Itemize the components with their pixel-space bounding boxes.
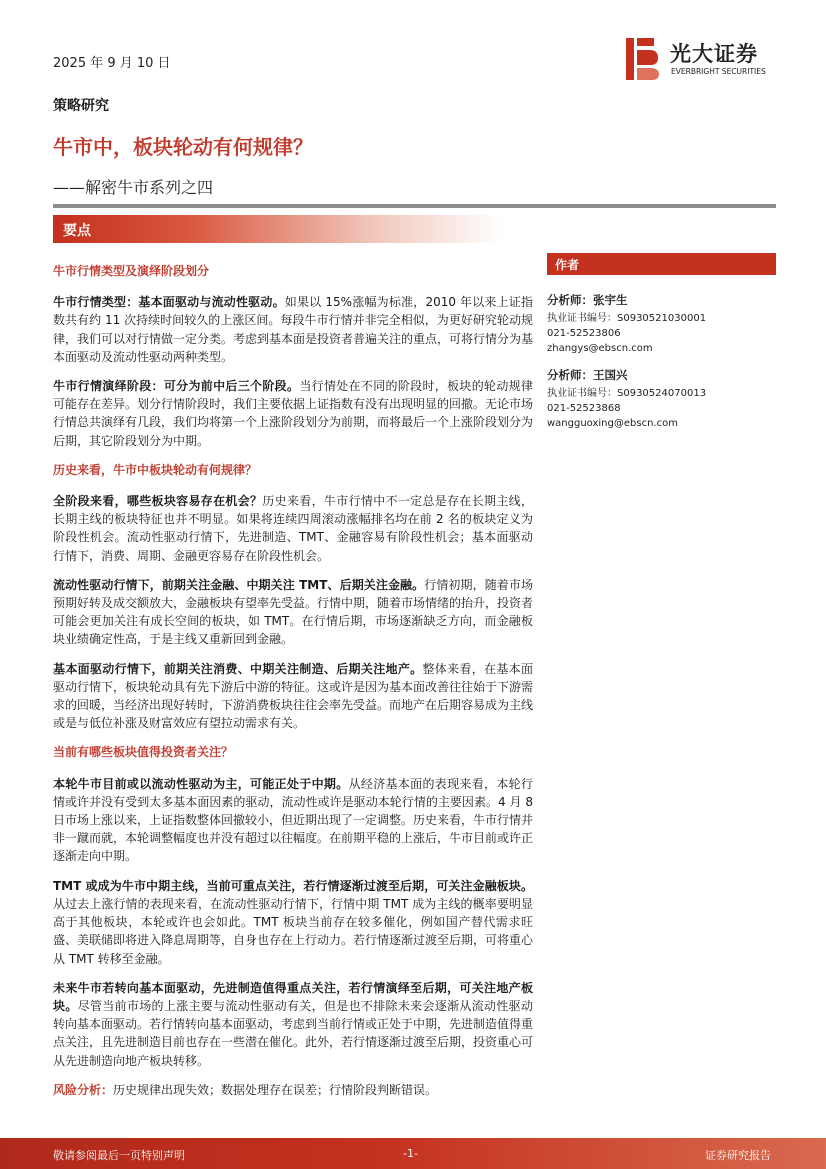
logo-chinese-name: 光大证券 bbox=[670, 42, 758, 66]
report-category: 策略研究 bbox=[53, 98, 109, 114]
author-phone: 021-52523868 bbox=[547, 403, 621, 414]
author-card bbox=[547, 368, 776, 431]
summary-paragraph bbox=[53, 660, 533, 733]
summary-paragraph bbox=[53, 377, 533, 450]
author-phone: 021-52523806 bbox=[547, 328, 621, 339]
report-date: 2025 年 9 月 10 日 bbox=[53, 56, 171, 71]
summary-paragraph bbox=[53, 979, 533, 1070]
author-card bbox=[547, 293, 776, 356]
paragraph-text: 历史来看，牛市行情中不一定总是存在长期主线，长期主线的板块特征也并不明显。如果将连续四周滚动涨幅排名均在前 2 名的板块定义为阶段性机会。流动性驱动行情下，先进制造、TMT、金融容易有阶段性机会；基本面驱动行情下，消费、周期、金融更容易存在阶段性机会。 bbox=[53, 494, 533, 563]
paragraph-text: 如果以 15%涨幅为标准，2010 年以来上证指数共有约 11 次持续时间较久的上涨区间。每段牛市行情并非完全相似，为更好研究轮动规律，我们可以对行情做一定分类。考虑到基本面是投资者普遍关注的重点，可将行情分为基本面驱动及流动性驱动两种类型。 bbox=[53, 295, 534, 364]
section-heading: 牛市行情类型及演绎阶段划分 bbox=[53, 264, 210, 278]
risk-text: 历史规律出现失效；数据处理存在误差；行情阶段判断错误。 bbox=[113, 1082, 438, 1097]
summary-paragraph bbox=[53, 492, 533, 565]
paragraph-lead: 牛市行情演绎阶段：可分为前中后三个阶段。 bbox=[53, 379, 300, 394]
header-divider bbox=[53, 204, 776, 208]
page-number: -1- bbox=[403, 1147, 418, 1160]
page-footer bbox=[0, 1138, 826, 1169]
paragraph-lead: 基本面驱动行情下，前期关注消费、中期关注制造、后期关注地产。 bbox=[53, 661, 423, 676]
paragraph-lead: 流动性驱动行情下，前期关注金融、中期关注 TMT、后期关注金融。 bbox=[53, 577, 425, 592]
summary-paragraph bbox=[53, 576, 533, 649]
report-subtitle: ——解密牛市系列之四 bbox=[53, 178, 214, 197]
company-logo bbox=[626, 36, 776, 82]
section-heading: 历史来看，牛市中板块轮动有何规律？ bbox=[53, 462, 258, 477]
author-name: 分析师：张宇生 bbox=[547, 293, 628, 307]
authors-banner bbox=[547, 253, 776, 275]
footer-disclaimer[interactable]: 敬请参阅最后一页特别声明 bbox=[53, 1149, 185, 1162]
paragraph-text: 尽管当前市场的上涨主要与流动性驱动有关，但是也不排除未来会逐渐从流动性驱动转向基本面驱动。若行情转向基本面驱动，考虑到当前行情或正处于中期，先进制造值得重点关注，且先进制造目前也存在一些潜在催化。此外，若行情逐渐过渡至后期，投资重心可从先进制造向地产板块转移。 bbox=[53, 998, 534, 1068]
paragraph-text: 从经济基本面的表现来看，本轮行情或许并没有受到太多基本面因素的驱动，流动性或许是驱动本轮行情的主要因素。4 月 8 日市场上涨以来，上证指数整体回撤较小，但近期出现了一定调整。历史来看，牛市行情并非一蹴而就，本轮调整幅度也并没有超过以往幅度。在前期平稳的上涨后，牛市目前或许正逐渐走向中期。 bbox=[53, 776, 534, 864]
author-email[interactable]: zhangys@ebscn.com bbox=[547, 343, 653, 354]
risk-analysis bbox=[53, 1081, 533, 1099]
summary-paragraph bbox=[53, 877, 533, 968]
summary-body bbox=[53, 262, 533, 1099]
logo-mark-icon bbox=[626, 38, 660, 80]
risk-label: 风险分析： bbox=[53, 1082, 114, 1097]
paragraph-text: 整体来看，在基本面驱动行情下，板块轮动具有先下游后中游的特征。这或许是因为基本面改善往往始于下游需求的回暖，当经济出现好转时，下游消费板块往往会率先受益。而地产在后期容易成为主线或是与低位补涨及财富效应有望拉动需求有关。 bbox=[53, 661, 534, 731]
paragraph-lead: 全阶段来看，哪些板块容易存在机会？ bbox=[53, 494, 263, 509]
paragraph-text: 行情初期，随着市场预期好转及成交额放大，金融板块有望率先受益。行情中期，随着市场情绪的抬升，投资者可能会更加关注有成长空间的板块，如 TMT。在行情后期，市场逐渐缺乏方向，而金融板块业绩确定性高，于是主线又重新回到金融。 bbox=[53, 577, 534, 647]
paragraph-lead: TMT 或成为牛市中期主线，当前可重点关注，若行情逐渐过渡至后期，可关注金融板块。 bbox=[53, 878, 533, 893]
summary-paragraph bbox=[53, 775, 533, 866]
authors-label: 作者 bbox=[555, 258, 580, 272]
section-heading: 当前有哪些板块值得投资者关注？ bbox=[53, 745, 234, 760]
keypoints-label: 要点 bbox=[63, 223, 91, 239]
report-title: 牛市中，板块轮动有何规律？ bbox=[53, 135, 313, 159]
summary-paragraph bbox=[53, 293, 533, 366]
paragraph-lead: 本轮牛市目前或以流动性驱动为主，可能正处于中期。 bbox=[53, 776, 349, 791]
logo-english-name: EVERBRIGHT SECURITIES bbox=[671, 67, 766, 76]
author-name: 分析师：王国兴 bbox=[547, 368, 628, 382]
author-cert: 执业证书编号：S0930521030001 bbox=[547, 313, 707, 324]
author-cert: 执业证书编号：S0930524070013 bbox=[547, 388, 707, 399]
author-email[interactable]: wangguoxing@ebscn.com bbox=[547, 418, 678, 429]
paragraph-lead: 未来牛市若转向基本面驱动，先进制造值得重点关注，若行情演绎至后期，可关注地产板块。 bbox=[53, 980, 533, 1013]
paragraph-text: 从过去上涨行情的表现来看，在流动性驱动行情下，行情中期 TMT 成为主线的概率要明显高于其他板块，本轮或许也会如此。TMT 板块当前存在较多催化，例如国产替代需求旺盛、美联储即将进入降息周期等，自身也存在上行动力。若行情逐渐过渡至后期，可将重心从 TMT 转移至金融。 bbox=[53, 896, 534, 966]
paragraph-text: 当行情处在不同的阶段时，板块的轮动规律可能存在差异。划分行情阶段时，我们主要依据上证指数有没有出现明显的回撤。无论市场行情总共演绎有几段，我们均将第一个上涨阶段划分为前期，而将最后一个上涨阶段划分为后期，其它阶段划分为中期。 bbox=[53, 379, 534, 448]
keypoints-banner bbox=[53, 215, 503, 243]
footer-report-type: 证券研究报告 bbox=[705, 1149, 771, 1162]
paragraph-lead: 牛市行情类型：基本面驱动与流动性驱动。 bbox=[53, 295, 285, 310]
